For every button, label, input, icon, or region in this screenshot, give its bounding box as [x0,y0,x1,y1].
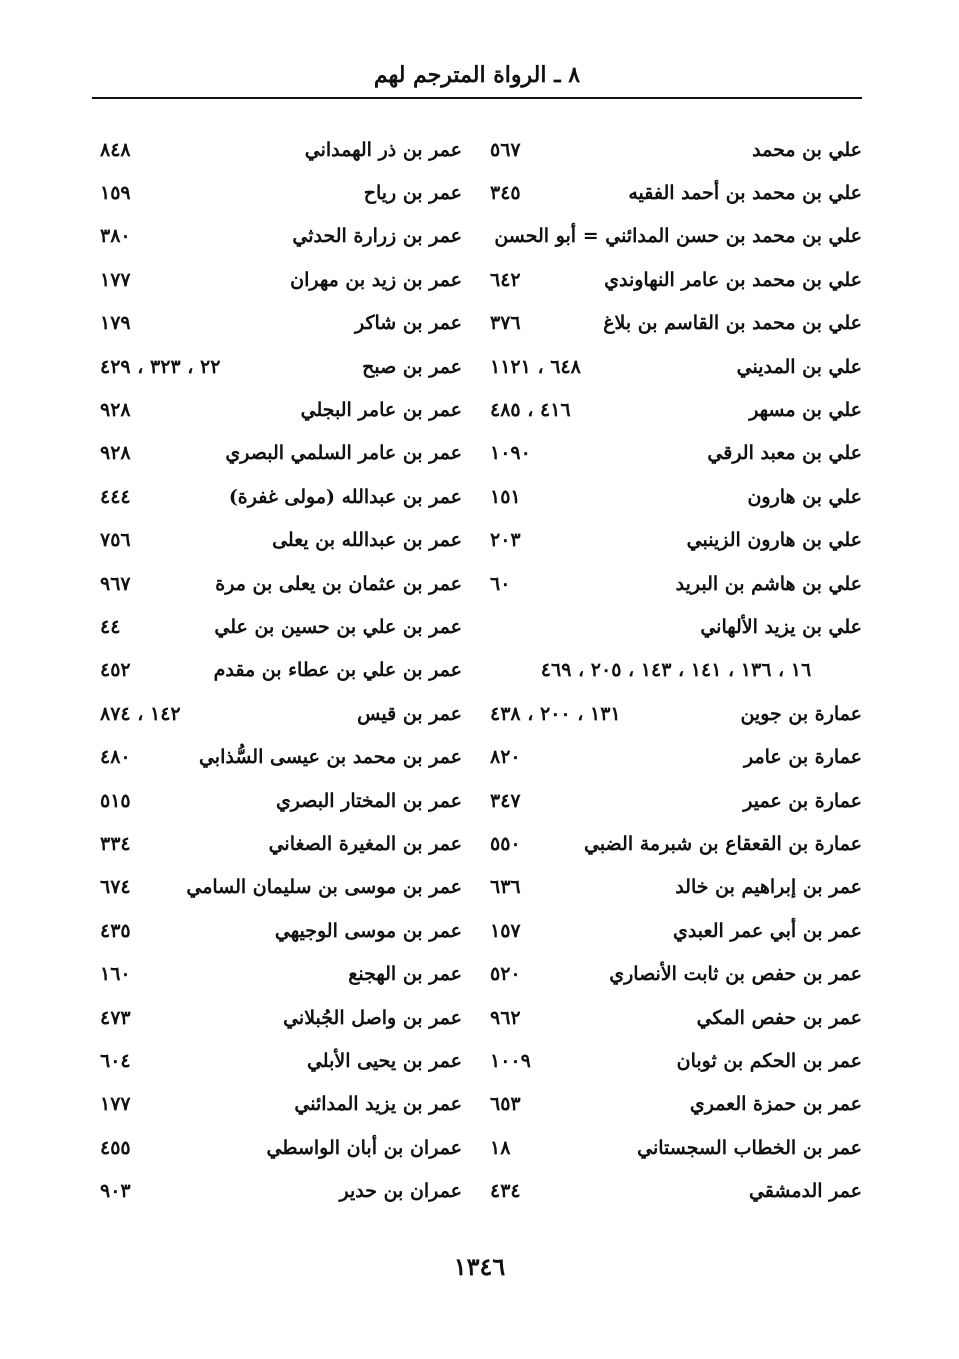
page-references: ٣٣٤ [100,832,131,855]
index-entry [100,952,462,995]
index-entry [490,215,862,258]
narrator-name: عمر بن عثمان بن يعلى بن مرة [215,572,462,595]
narrator-name: عمر بن حفص بن ثابت الأنصاري [609,963,862,986]
index-entry [100,1039,462,1082]
page-references: ١٠٠٩ [490,1049,531,1072]
index-entry [490,388,862,431]
narrator-name: عمر بن عبدالله (مولى غفرة) [228,485,462,508]
narrator-name: عمر بن الحكم بن ثوبان [676,1049,862,1072]
index-entry [490,562,862,605]
page-references: ٥٢٠ [490,963,521,986]
page-references: ٧٥٦ [100,529,131,552]
page-references: ١٥٧ [490,919,521,942]
index-entry [100,909,462,952]
narrator-name: عمر بن الخطاب السجستاني [637,1136,862,1159]
index-entry [490,605,862,648]
page-references: ٤٣٥ [100,919,131,942]
page-references: ١٨ [490,1136,511,1159]
page-references: ٦٧٤ [100,876,131,899]
index-entry [490,779,862,822]
page-references: ٥٥٠ [490,832,521,855]
page-number: ١٣٤٦ [453,1252,506,1281]
index-entry [100,345,462,388]
narrator-name: عمر بن زيد بن مهران [290,268,462,291]
page-references: ٨٤٨ [100,138,131,161]
narrator-name: عمر بن محمد بن عيسى السُّذابي [198,746,462,769]
index-entry [100,866,462,909]
page-references: ٢٢ ، ٣٢٣ ، ٤٢٩ [100,355,221,378]
narrator-name: علي بن محمد بن أحمد الفقيه [628,182,862,205]
page-references: ٢٠٣ [490,529,521,552]
index-entry [100,215,462,258]
narrator-name: عمر بن زرارة الحدثي [292,225,462,248]
page-references: ٩٢٨ [100,399,131,422]
index-entry [490,1126,862,1169]
index-entry [490,302,862,345]
left-index-column [100,128,462,1213]
narrator-name: عمران بن حدير [339,1180,462,1203]
index-entry [490,649,862,692]
page-references: ١٧٧ [100,1093,131,1116]
index-entry [100,475,462,518]
page-references: ٣٤٥ [490,182,521,205]
index-entry [100,258,462,301]
page-references: ٦٤٨ ، ١١٢١ [490,355,581,378]
narrator-name: عمر بن عبدالله بن يعلى [272,529,462,552]
index-entry [490,258,862,301]
narrator-name: علي بن محمد بن القاسم بن بلاغ [603,312,862,335]
narrator-name: عمر بن موسى الوجيهي [274,919,462,942]
index-entry [490,866,862,909]
narrator-name: علي بن معبد الرقي [707,442,862,465]
narrator-name: عمر بن المغيرة الصغاني [268,832,462,855]
index-entry [490,432,862,475]
narrator-name: عمر بن علي بن حسين بن علي [214,615,462,638]
page-references: ١٥١ [490,485,521,508]
narrator-name: عمر بن عامر السلمي البصري [225,442,462,465]
narrator-name: عمارة بن جوين [740,702,862,725]
narrator-name: عمر بن عامر البجلي [300,399,462,422]
page-references: ١٥٩ [100,182,131,205]
narrator-name: عمارة بن عمير [743,789,862,812]
index-entry [100,605,462,648]
narrator-name: علي بن مسهر [749,399,862,422]
narrator-name: علي بن هارون [747,485,862,508]
page-references: ٦٠٤ [100,1049,131,1072]
narrator-name: علي بن محمد [752,138,862,161]
narrator-name: عمر بن حفص المكي [696,1006,862,1029]
narrator-name: عمر الدمشقي [748,1180,862,1203]
page-references: ٣٨٠ [100,225,131,248]
index-entry [490,996,862,1039]
right-index-column [490,128,862,1213]
header-divider [92,97,862,99]
index-entry [490,171,862,214]
index-entry [490,1039,862,1082]
narrator-name: عمر بن المختار البصري [275,789,462,812]
page-references: ٤٥٥ [100,1136,131,1159]
page-references: ٤٤٤ [100,485,131,508]
narrator-name: عمر بن الهجنع [348,963,462,986]
narrator-name: عمر بن رياح [363,182,462,205]
index-entry [490,952,862,995]
page-header-title: ٨ ـ الرواة المترجم لهم [373,62,581,88]
narrator-name: عمر بن ذر الهمداني [304,138,462,161]
page-references: ٤٨٠ [100,746,131,769]
narrator-name: عمر بن موسى بن سليمان السامي [186,876,462,899]
page-references: ٣٧٦ [490,312,521,335]
narrator-name: عمر بن واصل الجُبلاني [283,1006,462,1029]
index-entry [490,909,862,952]
index-entry [490,1083,862,1126]
narrator-name: عمر بن علي بن عطاء بن مقدم [213,659,462,682]
page-references: ١٣١ ، ٢٠٠ ، ٤٣٨ [490,702,621,725]
index-entry [100,822,462,865]
page-references: ٦٥٣ [490,1093,521,1116]
index-entry [490,735,862,778]
page-references: ٦٤٢ [490,268,521,291]
index-entry [100,302,462,345]
page-references: ٤٧٣ [100,1006,131,1029]
narrator-name: عمر بن قيس [357,702,462,725]
page-references: ١٦ ، ١٣٦ ، ١٤١ ، ١٤٣ ، ٢٠٥ ، ٤٦٩ [540,659,812,682]
page-references: ٥١٥ [100,789,131,812]
narrator-name: عمر بن حمزة العمري [689,1093,862,1116]
page-references: ٩٢٨ [100,442,131,465]
narrator-name: عمر بن شاكر [354,312,462,335]
narrator-name: علي بن هاشم بن البريد [675,572,862,595]
narrator-name: عمارة بن القعقاع بن شبرمة الضبي [583,832,862,855]
index-entry [100,432,462,475]
index-entry [100,519,462,562]
page-references: ١٧٩ [100,312,131,335]
page-references: ٨٢٠ [490,746,521,769]
page-references: ٤٣٤ [490,1180,521,1203]
index-entry [100,562,462,605]
narrator-name: عمر بن يحيى الأبلي [306,1049,462,1072]
page-references: ٤١٦ ، ٤٨٥ [490,399,571,422]
narrator-name: عمر بن صبح [362,355,462,378]
narrator-name: علي بن يزيد الألهاني [700,615,862,638]
index-entry [100,1126,462,1169]
index-entry [100,388,462,431]
page-references: ٤٤ [100,615,121,638]
page-references: ٣٤٧ [490,789,521,812]
index-entry [490,345,862,388]
index-entry [100,735,462,778]
narrator-name: علي بن هارون الزينبي [686,529,862,552]
index-entry [490,1169,862,1212]
page-references: ١٠٩٠ [490,442,531,465]
narrator-name: عمر بن يزيد المدائني [294,1093,462,1116]
narrator-name: عمارة بن عامر [743,746,862,769]
index-entry [100,171,462,214]
page-references: ٩٦٧ [100,572,131,595]
index-entry [100,128,462,171]
index-entry [490,822,862,865]
page-references: ٦٣٦ [490,876,521,899]
narrator-name: عمر بن أبي عمر العبدي [672,919,862,942]
page-references: ٩٦٢ [490,1006,521,1029]
page-references: ١٦٠ [100,963,131,986]
page-references: ٤٥٢ [100,659,131,682]
index-entry [100,779,462,822]
page-references: ١٧٧ [100,268,131,291]
index-entry [490,475,862,518]
index-entry [490,519,862,562]
index-entry [100,692,462,735]
index-entry [490,692,862,735]
index-entry [100,649,462,692]
index-entry [100,996,462,1039]
narrator-name: عمر بن إبراهيم بن خالد [675,876,862,899]
page-references: ٩٠٣ [100,1180,131,1203]
index-entry [100,1169,462,1212]
narrator-name: علي بن محمد بن حسن المدائني = أبو الحسن [494,225,862,248]
page-references: ٦٠ [490,572,511,595]
narrator-name: علي بن محمد بن عامر النهاوندي [604,268,862,291]
narrator-name: علي بن المديني [736,355,862,378]
index-entry [100,1083,462,1126]
narrator-name: عمران بن أبان الواسطي [266,1136,462,1159]
page-references: ١٤٢ ، ٨٧٤ [100,702,181,725]
index-entry [490,128,862,171]
page-references: ٥٦٧ [490,138,521,161]
